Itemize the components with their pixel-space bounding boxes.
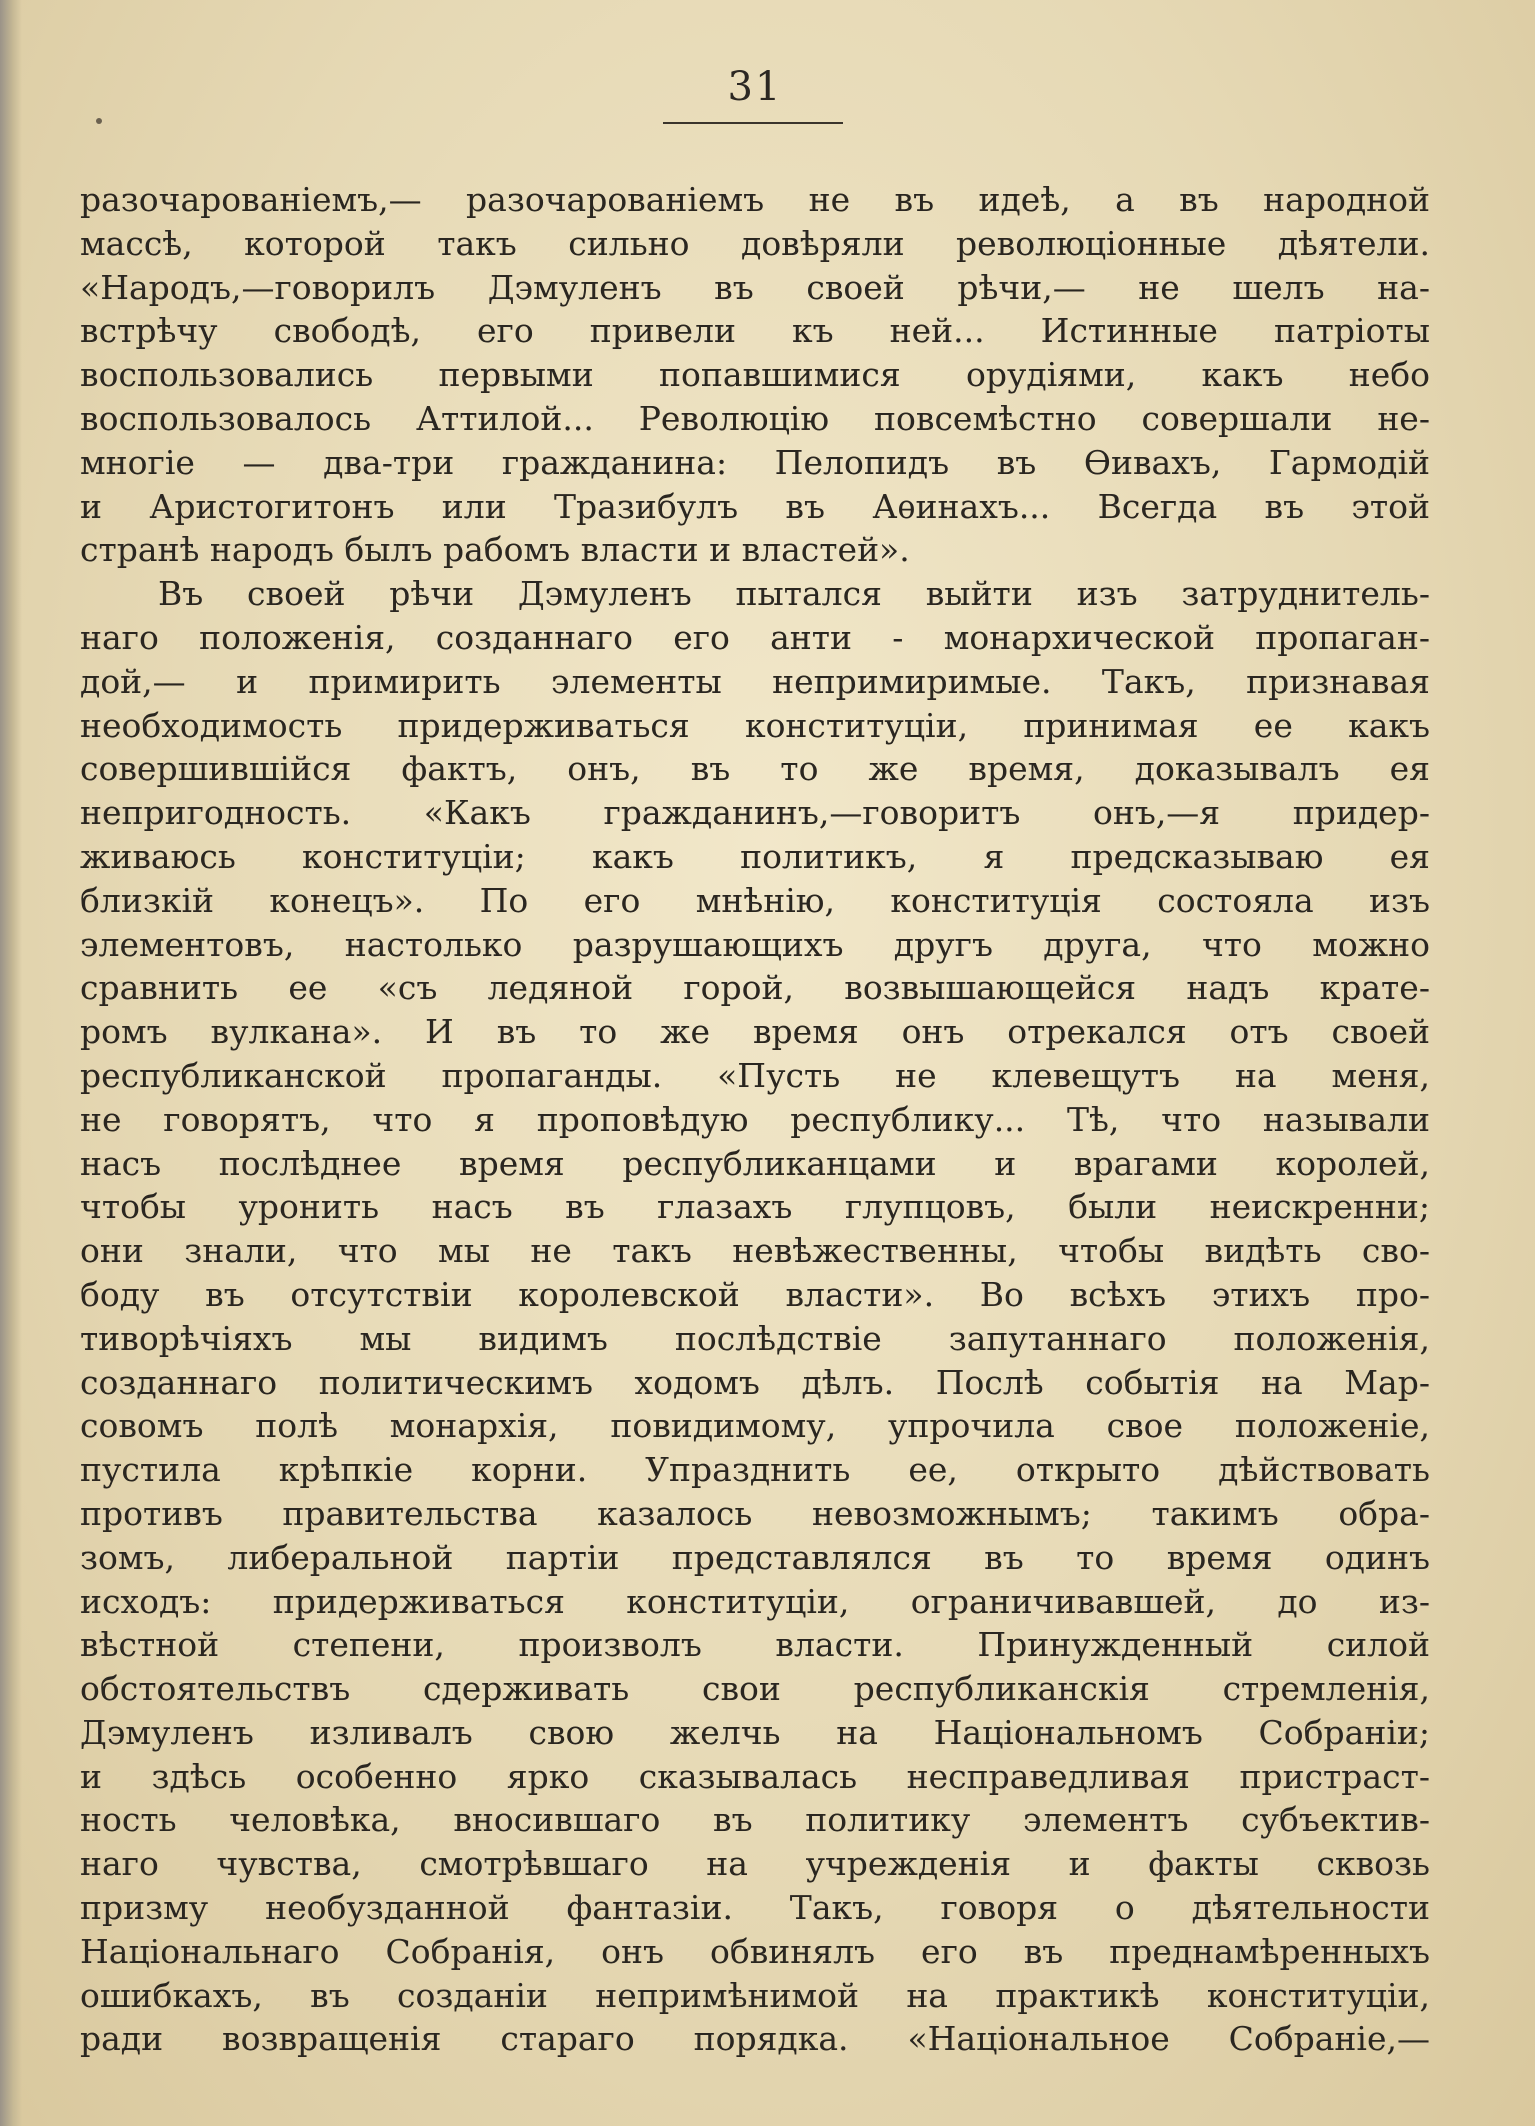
text-line: пустила крѣпкіе корни. Упразднить ее, открыто дѣйствовать [80,1450,1430,1490]
text-line: «Народъ,—говорилъ Дэмуленъ въ своей рѣчи,— не шелъ на- [80,267,1430,307]
text-line: непригодность. «Какъ гражданинъ,—говоритъ онъ,—я придер- [80,793,1430,833]
spine-shadow [0,0,22,2126]
text-line: странѣ народъ былъ рабомъ власти и властей». [80,530,910,570]
text-line: противъ правительства казалось невозможнымъ; такимъ обра- [80,1493,1430,1533]
text-line: близкій конецъ». По его мнѣнію, конституція состояла изъ [80,880,1430,920]
text-line: массѣ, которой такъ сильно довѣряли революціонные дѣятели. [80,223,1430,263]
text-line: тиворѣчіяхъ мы видимъ послѣдствіе запутаннаго положенія, [80,1318,1430,1358]
text-line: совомъ полѣ монархія, повидимому, упрочила свое положеніе, [80,1406,1430,1446]
text-line: многіе — два-три гражданина: Пелопидъ въ Ѳивахъ, Гармодій [80,442,1430,482]
text-line: призму необузданной фантазіи. Такъ, говоря о дѣятельности [80,1888,1430,1928]
text-line: Національнаго Собранія, онъ обвинялъ его въ преднамѣренныхъ [80,1931,1430,1971]
page-number: 31 [727,64,783,110]
text-line: совершившійся фактъ, онъ, въ то же время, доказывалъ ея [80,749,1430,789]
text-line: они знали, что мы не такъ невѣжественны, чтобы видѣть сво- [80,1231,1430,1271]
page-speck [96,118,102,124]
text-line: встрѣчу свободѣ, его привели къ ней... Истинные патріоты [80,311,1430,351]
text-line: воспользовалось Аттилой... Революцію повсемѣстно совершали не- [80,398,1430,438]
text-line: и здѣсь особенно ярко сказывалась несправедливая пристраст- [80,1756,1430,1796]
text-line: воспользовались первыми попавшимися орудіями, какъ небо [80,355,1430,395]
text-line: сравнить ее «съ ледяной горой, возвышающейся надъ крате- [80,968,1430,1008]
text-line: ради возвращенія стараго порядка. «Національное Собраніе,— [80,2019,1430,2059]
text-line: созданнаго политическимъ ходомъ дѣлъ. Послѣ событія на Мар- [80,1362,1430,1402]
text-line: вѣстной степени, произволъ власти. Принужденный силой [80,1625,1430,1665]
text-line: не говорятъ, что я проповѣдую республику... Тѣ, что называли [80,1099,1430,1139]
text-line: чтобы уронить насъ въ глазахъ глупцовъ, были неискренни; [80,1187,1430,1227]
page-number-rule [663,122,843,124]
text-line: ошибкахъ, въ созданіи непримѣнимой на практикѣ конституціи, [80,1975,1430,2015]
text-line: обстоятельствъ сдерживать свои республиканскія стремленія, [80,1669,1430,1709]
text-line: Дэмуленъ изливалъ свою желчь на Національномъ Собраніи; [80,1712,1430,1752]
text-line: разочарованіемъ,— разочарованіемъ не въ идеѣ, а въ народной [80,180,1430,219]
text-line: исходъ: придерживаться конституціи, ограничивавшей, до из- [80,1581,1430,1621]
text-line: и Аристогитонъ или Тразибулъ въ Аѳинахъ... Всегда въ этой [80,486,1430,526]
text-line: боду въ отсутствіи королевской власти». Во всѣхъ этихъ про- [80,1274,1430,1314]
text-line: наго положенія, созданнаго его анти - монархической пропаган- [80,617,1430,657]
body-text [80,178,1430,2061]
text-line: необходимость придерживаться конституціи, принимая ее какъ [80,705,1430,745]
text-line: дой,— и примирить элементы непримиримые. Такъ, признавая [80,661,1430,701]
text-line: ность человѣка, вносившаго въ политику элементъ субъектив- [80,1800,1430,1840]
text-line: насъ послѣднее время республиканцами и врагами королей, [80,1143,1430,1183]
text-line: ромъ вулкана». И въ то же время онъ отрекался отъ своей [80,1012,1430,1052]
text-line: Въ своей рѣчи Дэмуленъ пытался выйти изъ затруднитель- [158,574,1430,614]
text-line: республиканской пропаганды. «Пусть не клевещутъ на меня, [80,1055,1430,1095]
text-line: зомъ, либеральной партіи представлялся въ то время одинъ [80,1537,1430,1577]
text-line: элементовъ, настолько разрушающихъ другъ друга, что можно [80,924,1430,964]
text-line: живаюсь конституціи; какъ политикъ, я предсказываю ея [80,836,1430,876]
text-line: наго чувства, смотрѣвшаго на учрежденія и факты сквозь [80,1844,1430,1884]
